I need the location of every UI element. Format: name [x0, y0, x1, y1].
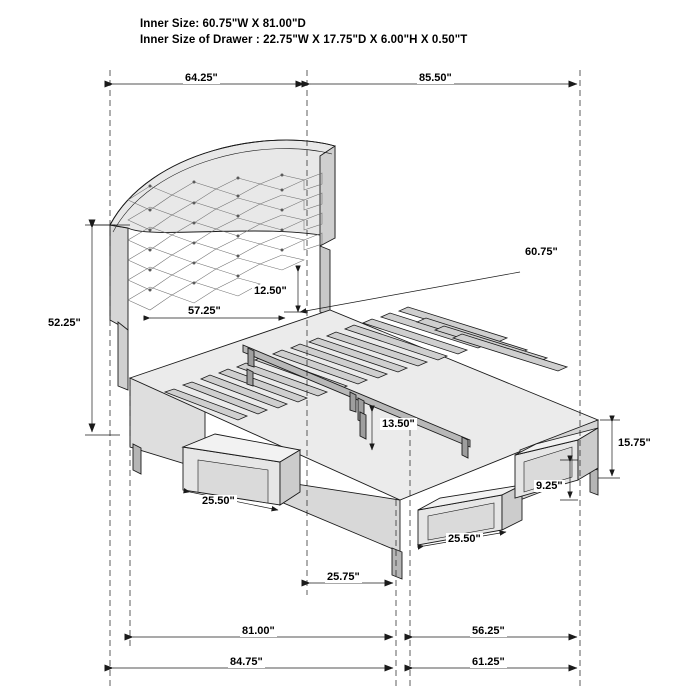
- dim-drawer-left: 25.50": [202, 495, 235, 507]
- dim-slat-clearance: 13.50": [382, 418, 415, 430]
- dim-headboard-width: 57.25": [188, 305, 221, 317]
- dim-bottom-left-inner: 81.00": [242, 625, 275, 637]
- dim-bottom-right-outer: 61.25": [472, 656, 505, 668]
- dim-bottom-left-outer: 84.75": [230, 656, 263, 668]
- inner-drawer-size-text: Inner Size of Drawer : 22.75"W X 17.75"D X 6.00"H X 0.50"T: [140, 34, 468, 46]
- dim-diag-depth: 60.75": [525, 246, 558, 258]
- dim-foot-gap: 25.75": [327, 571, 360, 583]
- dim-top-right: 85.50": [419, 72, 452, 84]
- dim-side-height: 15.75": [618, 437, 651, 449]
- inner-size-text: Inner Size: 60.75"W X 81.00"D: [140, 18, 306, 30]
- dim-rail-drop: 12.50": [254, 285, 287, 297]
- dim-drawer-height: 9.25": [536, 480, 563, 492]
- bed-illustration: [110, 140, 598, 579]
- dim-top-left: 64.25": [185, 72, 218, 84]
- dim-headboard-height: 52.25": [48, 317, 81, 329]
- dim-drawer-front: 25.50": [448, 533, 481, 545]
- dim-bottom-right-inner: 56.25": [472, 625, 505, 637]
